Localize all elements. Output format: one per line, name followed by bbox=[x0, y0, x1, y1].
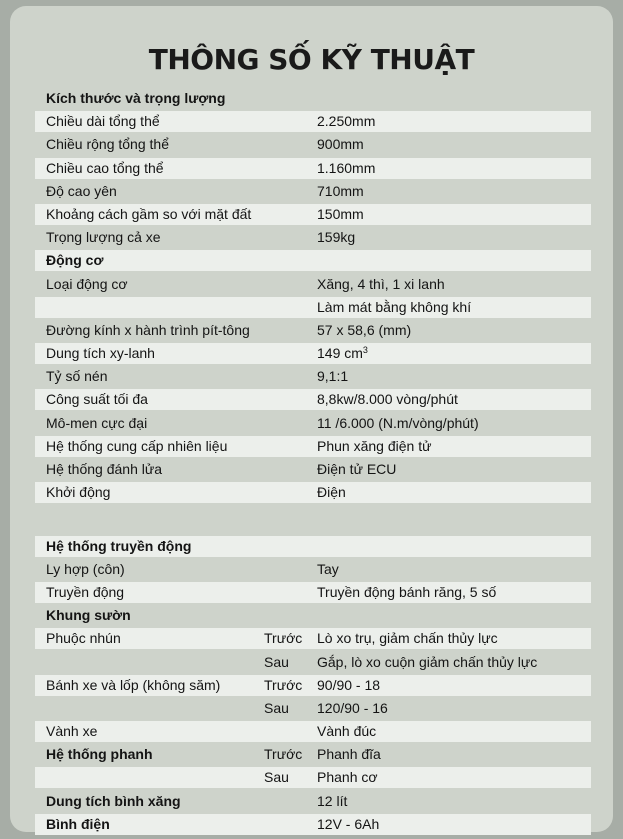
spec-table bbox=[35, 88, 591, 837]
spec-label: Đường kính x hành trình pít-tông bbox=[46, 321, 250, 338]
section-title: Kích thước và trọng lượng bbox=[46, 90, 226, 106]
spec-label: Công suất tối đa bbox=[46, 391, 148, 408]
spec-row bbox=[35, 274, 591, 295]
spec-position: Sau bbox=[264, 653, 289, 670]
spec-label: Chiều cao tổng thể bbox=[46, 159, 164, 176]
spec-value-text: Truyền động bánh răng, 5 số bbox=[317, 583, 497, 600]
spec-value bbox=[317, 721, 376, 742]
spec-label: Tỷ số nén bbox=[46, 368, 108, 385]
spec-value-text: 57 x 58,6 (mm) bbox=[317, 321, 412, 338]
spec-value-text: Vành đúc bbox=[317, 723, 377, 740]
spec-value-text: 1.160mm bbox=[317, 159, 376, 176]
section-spacer bbox=[35, 505, 591, 533]
section-title: Dung tích bình xăng bbox=[46, 792, 181, 809]
spec-value-text: 90/90 - 18 bbox=[317, 676, 381, 693]
page-title: THÔNG SỐ KỸ THUẬT bbox=[148, 43, 475, 76]
spec-row bbox=[35, 227, 591, 248]
spec-value-text: Làm mát bằng không khí bbox=[317, 298, 472, 315]
spec-label: Bánh xe và lốp (không săm) bbox=[46, 676, 221, 693]
spec-label: Ly hợp (côn) bbox=[46, 560, 125, 577]
spec-value-text: 12 lít bbox=[317, 792, 348, 809]
spec-value bbox=[317, 111, 375, 132]
section-header bbox=[35, 605, 591, 626]
spec-value-text: 120/90 - 16 bbox=[317, 699, 388, 716]
spec-position: Trước bbox=[264, 630, 303, 647]
spec-value bbox=[317, 482, 346, 503]
section-title: Bình điện bbox=[46, 815, 110, 832]
spec-position: Sau bbox=[264, 699, 289, 716]
spec-row bbox=[35, 366, 591, 387]
spec-row bbox=[35, 134, 591, 155]
spec-value bbox=[317, 791, 347, 812]
spec-value bbox=[317, 559, 339, 580]
spec-label: Truyền động bbox=[46, 583, 125, 600]
spec-label: Chiều dài tổng thể bbox=[46, 113, 160, 130]
spec-row bbox=[35, 698, 591, 719]
spec-value-text: 2.250mm bbox=[317, 113, 376, 130]
spec-value-text: 12V - 6Ah bbox=[317, 815, 380, 832]
spec-value bbox=[317, 413, 479, 434]
spec-label: Độ cao yên bbox=[46, 182, 117, 199]
spec-value bbox=[317, 366, 348, 387]
spec-value-text: Phun xăng điện tử bbox=[317, 437, 432, 454]
spec-row bbox=[35, 413, 591, 434]
spec-value bbox=[317, 744, 381, 765]
spec-row bbox=[35, 721, 591, 742]
spec-value bbox=[317, 181, 364, 202]
spec-value bbox=[317, 814, 379, 835]
spec-row bbox=[35, 297, 591, 318]
spec-value bbox=[317, 767, 378, 788]
spec-value-text: 8,8kw/8.000 vòng/phút bbox=[317, 391, 458, 408]
spec-value bbox=[317, 343, 368, 364]
spec-label: Vành xe bbox=[46, 723, 98, 740]
spec-row bbox=[35, 436, 591, 457]
spec-value-text: Lò xo trụ, giảm chấn thủy lực bbox=[317, 630, 498, 647]
spec-value-text: Xăng, 4 thì, 1 xi lanh bbox=[317, 275, 445, 292]
spec-position: Trước bbox=[264, 676, 303, 693]
spec-value bbox=[317, 227, 355, 248]
spec-value bbox=[317, 675, 380, 696]
spec-label: Hệ thống cung cấp nhiên liệu bbox=[46, 437, 228, 454]
section-title: Hệ thống truyền động bbox=[46, 537, 192, 554]
spec-row bbox=[35, 320, 591, 341]
spec-label: Hệ thống đánh lửa bbox=[46, 461, 163, 477]
section-header bbox=[35, 88, 591, 109]
section-header bbox=[35, 250, 591, 271]
spec-value bbox=[317, 204, 364, 225]
spec-value-text: 150mm bbox=[317, 205, 364, 222]
spec-value bbox=[317, 389, 458, 410]
spec-value-text: Phanh đĩa bbox=[317, 746, 381, 763]
spec-value-text: 11 /6.000 (N.m/vòng/phút) bbox=[317, 414, 479, 431]
spec-value bbox=[317, 436, 431, 457]
spec-row bbox=[35, 158, 591, 179]
spec-value bbox=[317, 158, 375, 179]
spec-value-text: 710mm bbox=[317, 182, 364, 199]
spec-row bbox=[35, 181, 591, 202]
spec-value bbox=[317, 652, 537, 673]
spec-label: Loại động cơ bbox=[46, 275, 128, 292]
spec-row bbox=[35, 343, 591, 364]
spec-value bbox=[317, 274, 445, 295]
spec-value-text: 159kg bbox=[317, 229, 356, 246]
spec-row bbox=[35, 814, 591, 835]
spec-label: Mô-men cực đại bbox=[46, 414, 148, 431]
spec-row bbox=[35, 744, 591, 765]
section-title: Khung sườn bbox=[46, 607, 131, 624]
spec-value-superscript: 3 bbox=[362, 345, 368, 356]
spec-value-text: Điện bbox=[317, 484, 346, 501]
spec-row bbox=[35, 791, 591, 812]
spec-row bbox=[35, 389, 591, 410]
spec-label: Khoảng cách gầm so với mặt đất bbox=[46, 205, 252, 222]
spec-value-text: 900mm bbox=[317, 136, 364, 153]
spec-value bbox=[317, 628, 498, 649]
spec-label: Dung tích xy-lanh bbox=[46, 345, 155, 362]
section-header bbox=[35, 536, 591, 557]
spec-value bbox=[317, 698, 388, 719]
section-title: Động cơ bbox=[46, 252, 104, 269]
spec-row bbox=[35, 204, 591, 225]
spec-label: Trọng lượng cả xe bbox=[46, 229, 161, 246]
spec-label: Khởi động bbox=[46, 484, 111, 501]
spec-row bbox=[35, 459, 591, 480]
section-title: Hệ thống phanh bbox=[46, 746, 153, 763]
spec-row bbox=[35, 482, 591, 503]
spec-value bbox=[317, 459, 396, 480]
spec-position: Sau bbox=[264, 769, 289, 786]
spec-value-text: 9,1:1 bbox=[317, 368, 349, 385]
spec-value-text: Tay bbox=[317, 560, 339, 577]
spec-row bbox=[35, 559, 591, 580]
spec-label: Phuộc nhún bbox=[46, 630, 121, 647]
spec-value bbox=[317, 134, 364, 155]
spec-position: Trước bbox=[264, 746, 303, 763]
spec-value-text: Điện tử ECU bbox=[317, 461, 397, 477]
spec-value bbox=[317, 582, 496, 603]
spec-value-text: Phanh cơ bbox=[317, 769, 378, 786]
spec-row bbox=[35, 111, 591, 132]
spec-value-text: Gắp, lò xo cuộn giảm chấn thủy lực bbox=[317, 653, 538, 670]
spec-value bbox=[317, 320, 411, 341]
spec-row bbox=[35, 767, 591, 788]
spec-row bbox=[35, 628, 591, 649]
spec-row bbox=[35, 652, 591, 673]
spec-value bbox=[317, 297, 471, 318]
spec-label: Chiều rộng tổng thể bbox=[46, 136, 169, 153]
spec-value-text: 149 cm bbox=[317, 345, 363, 362]
spec-row bbox=[35, 582, 591, 603]
spec-row bbox=[35, 675, 591, 696]
